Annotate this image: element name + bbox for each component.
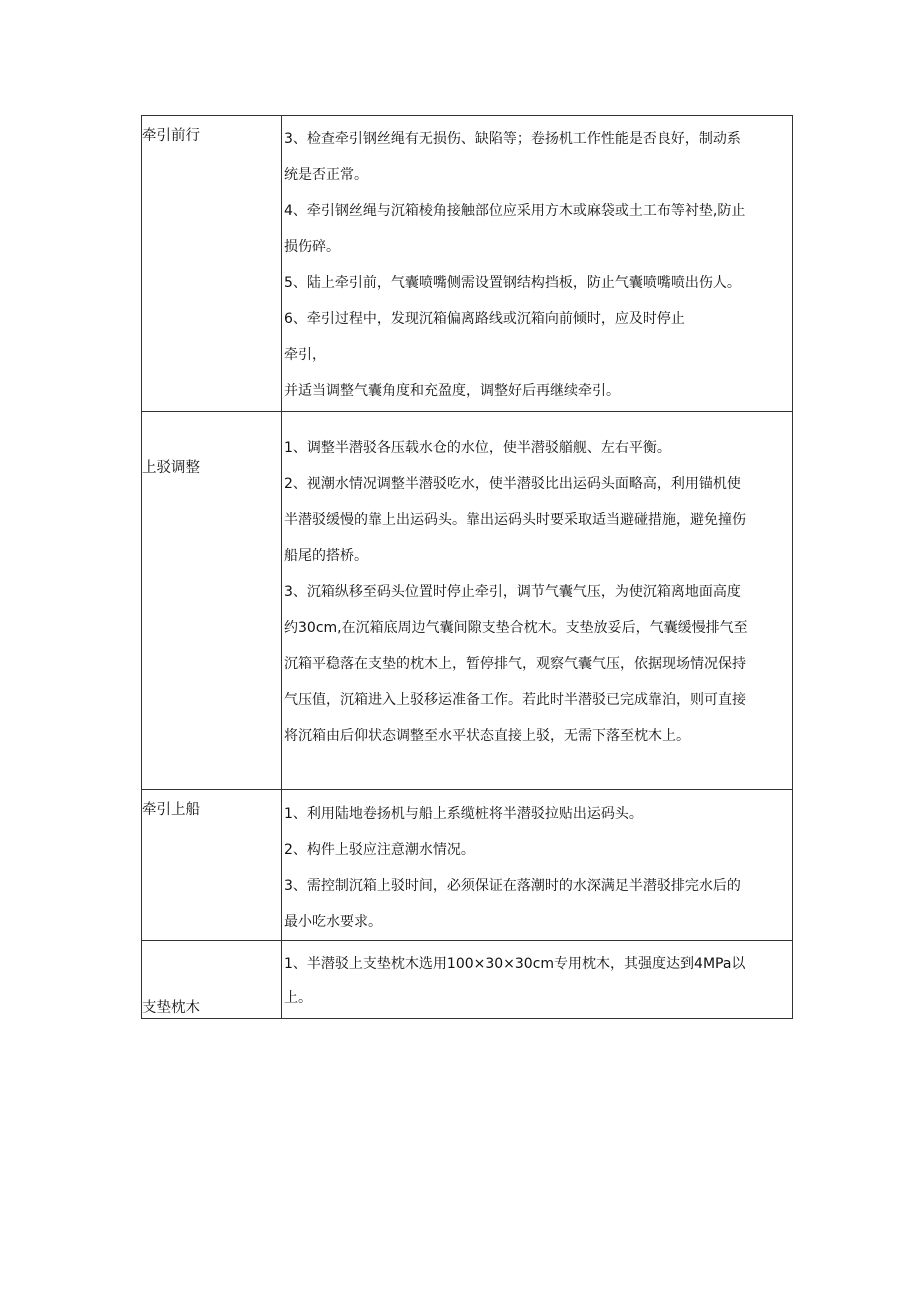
content-line: 上。	[284, 990, 312, 1006]
content-line: 统是否正常。	[284, 167, 368, 183]
content-line: 1、利用陆地卷扬机与船上系缆桩将半潜驳拉贴出运码头。	[284, 806, 643, 822]
row-content-cell	[282, 790, 793, 941]
row-label: 牵引上船	[142, 802, 200, 818]
content-line: 约30cm,在沉箱底周边气囊间隙支垫合枕木。支垫放妥后，气囊缓慢排气至	[284, 620, 748, 636]
content-line: 最小吃水要求。	[284, 914, 382, 930]
content-line: 5、陆上牵引前，气囊喷嘴侧需设置钢结构挡板，防止气囊喷嘴喷出伤人。	[284, 275, 741, 291]
content-line: 损伤碎。	[284, 239, 340, 255]
content-line: 3、沉箱纵移至码头位置时停止牵引，调节气囊气压，为使沉箱离地面高度	[284, 584, 741, 600]
content-line: 半潜驳缓慢的靠上出运码头。靠出运码头时要采取适当避碰措施，避免撞伤	[284, 512, 746, 528]
row-content-cell	[282, 116, 793, 412]
table-row	[142, 941, 793, 1019]
row-label: 支垫枕木	[142, 1000, 200, 1016]
row-label-cell	[142, 790, 282, 941]
content-line: 1、调整半潜驳各压载水仓的水位，使半潜驳艏舰、左右平衡。	[284, 440, 671, 456]
content-line: 4、牵引钢丝绳与沉箱棱角接触部位应采用方木或麻袋或土工布等衬垫,防止	[284, 203, 746, 219]
content-line: 沉箱平稳落在支垫的枕木上，暂停排气，观察气囊气压，依据现场情况保持	[284, 656, 746, 672]
content-line: 2、构件上驳应注意潮水情况。	[284, 842, 475, 858]
row-label-cell	[142, 412, 282, 790]
content-line: 2、视潮水情况调整半潜驳吃水，使半潜驳比出运码头面略高，利用锚机使	[284, 476, 741, 492]
row-label: 牵引前行	[142, 128, 200, 144]
row-content-cell	[282, 941, 793, 1019]
content-line: 船尾的搭桥。	[284, 548, 368, 564]
content-line: 3、需控制沉箱上驳时间，必须保证在落潮时的水深满足半潜驳排完水后的	[284, 878, 741, 894]
row-label: 上驳调整	[142, 460, 200, 476]
content-line: 3、检查牵引钢丝绳有无损伤、缺陷等；卷扬机工作性能是否良好，制动系	[284, 131, 741, 147]
table-row	[142, 790, 793, 941]
content-line: 气压值，沉箱进入上驳移运准备工作。若此时半潜驳已完成靠泊，则可直接	[284, 692, 746, 708]
row-label-cell	[142, 116, 282, 412]
table-row	[142, 116, 793, 412]
content-line: 并适当调整气囊角度和充盈度，调整好后再继续牵引。	[284, 383, 620, 399]
table-row	[142, 412, 793, 790]
content-line: 1、半潜驳上支垫枕木选用100×30×30cm专用枕木，其强度达到4MPa以	[284, 956, 746, 972]
content-line: 将沉箱由后仰状态调整至水平状态直接上驳，无需下落至枕木上。	[284, 728, 690, 744]
content-line: 6、牵引过程中，发现沉箱偏离路线或沉箱向前倾时，应及时停止	[284, 311, 685, 327]
row-label-cell	[142, 941, 282, 1019]
content-line: 牵引，	[284, 347, 326, 363]
row-content-cell	[282, 412, 793, 790]
procedure-table	[141, 115, 793, 1019]
